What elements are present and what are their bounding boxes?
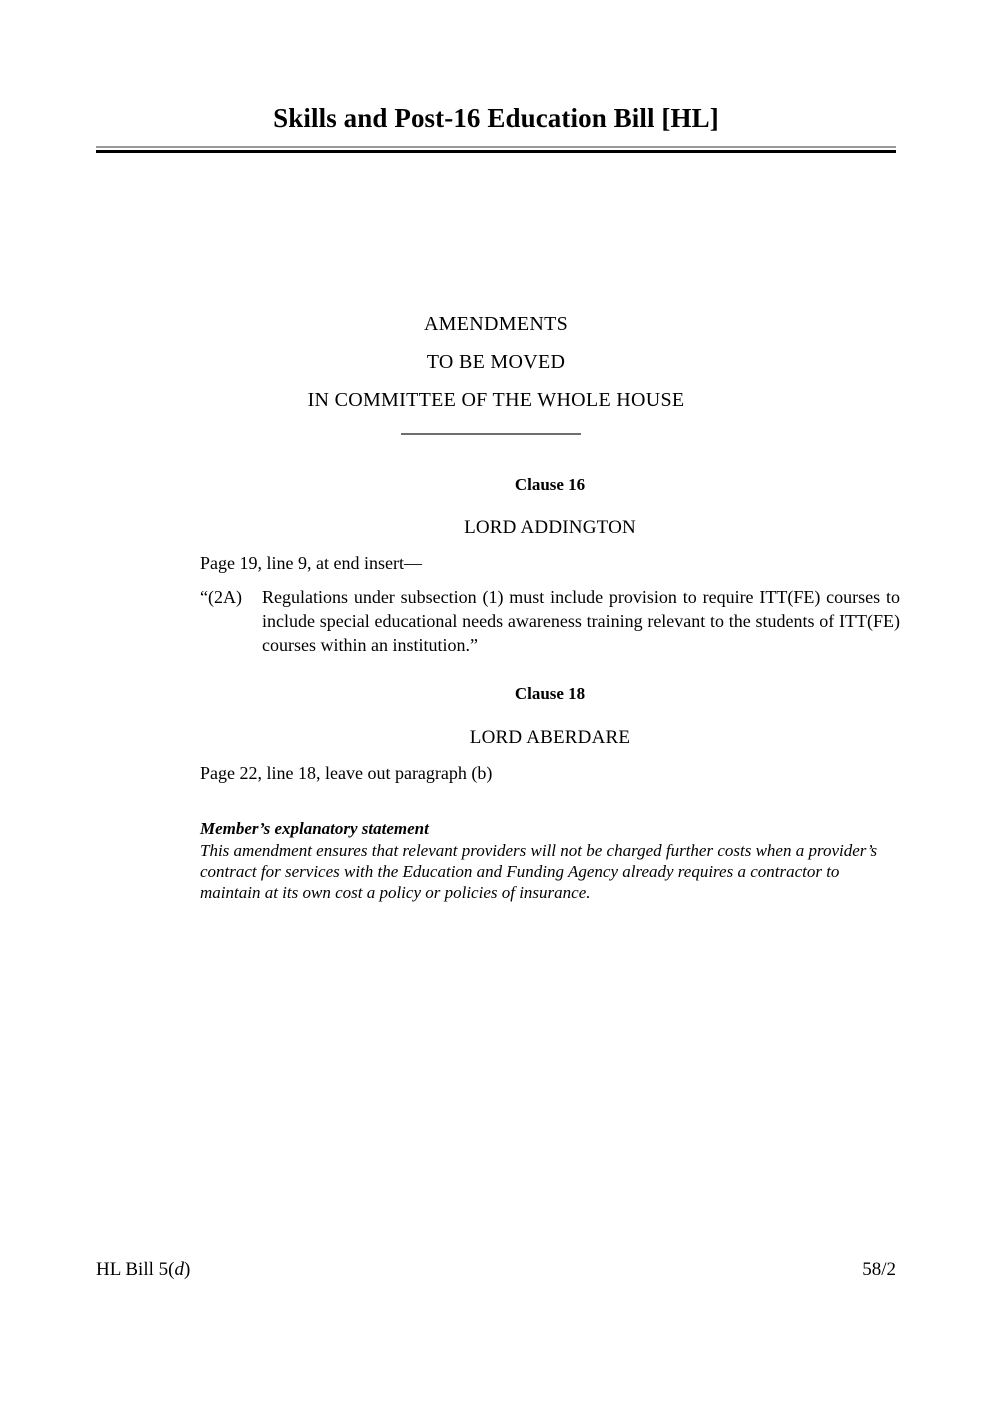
amendment-quoted-text-16 [200, 585, 900, 657]
member-name-aberdare: LORD ABERDARE [469, 727, 631, 748]
title-divider-thick-rule [96, 150, 896, 153]
amendments-body [200, 474, 900, 903]
amendment-paragraph-text: Regulations under subsection (1) must include provision to require ITT(FE) courses to include special educational needs awareness training relevant to the students of ITT(FE) courses within an institution.” [262, 587, 900, 655]
clause-heading-18: Clause 18 [514, 684, 586, 703]
amendment-instruction-18: Page 22, line 18, leave out paragraph (b) [200, 763, 493, 783]
heading-separator-rule [401, 433, 581, 435]
document-title: Skills and Post-16 Education Bill [HL] [273, 103, 719, 133]
clause-heading-16: Clause 16 [514, 475, 586, 494]
title-divider [96, 146, 896, 153]
explanatory-statement-heading: Member’s explanatory statement [200, 819, 429, 838]
amendment-instruction-16: Page 19, line 9, at end insert— [200, 553, 422, 573]
bill-reference-prefix: HL Bill 5( [96, 1259, 175, 1280]
heading-line-amendments: AMENDMENTS [423, 313, 569, 335]
heading-line-in-committee: IN COMMITTEE OF THE WHOLE HOUSE [307, 389, 685, 411]
amendment-section-clause-16 [200, 474, 900, 657]
amendment-paragraph-number: “(2A) [200, 587, 242, 607]
explanatory-statement-text: This amendment ensures that relevant providers will not be charged further costs when a provider’s contract for services with the Education and Funding Agency already requires a contractor to maintain at its own cost a policy or policies of insurance. [200, 841, 878, 902]
bill-reference-suffix: ) [183, 1259, 191, 1280]
amendments-heading-block [96, 305, 896, 419]
member-name-addington: LORD ADDINGTON [464, 517, 636, 538]
bill-reference-letter: d [174, 1259, 184, 1280]
explanatory-statement-block [200, 818, 900, 903]
amendment-section-clause-18 [200, 683, 900, 903]
bill-reference [96, 1258, 190, 1282]
heading-line-to-be-moved: TO BE MOVED [426, 351, 566, 373]
page-reference: 58/2 [862, 1259, 896, 1280]
